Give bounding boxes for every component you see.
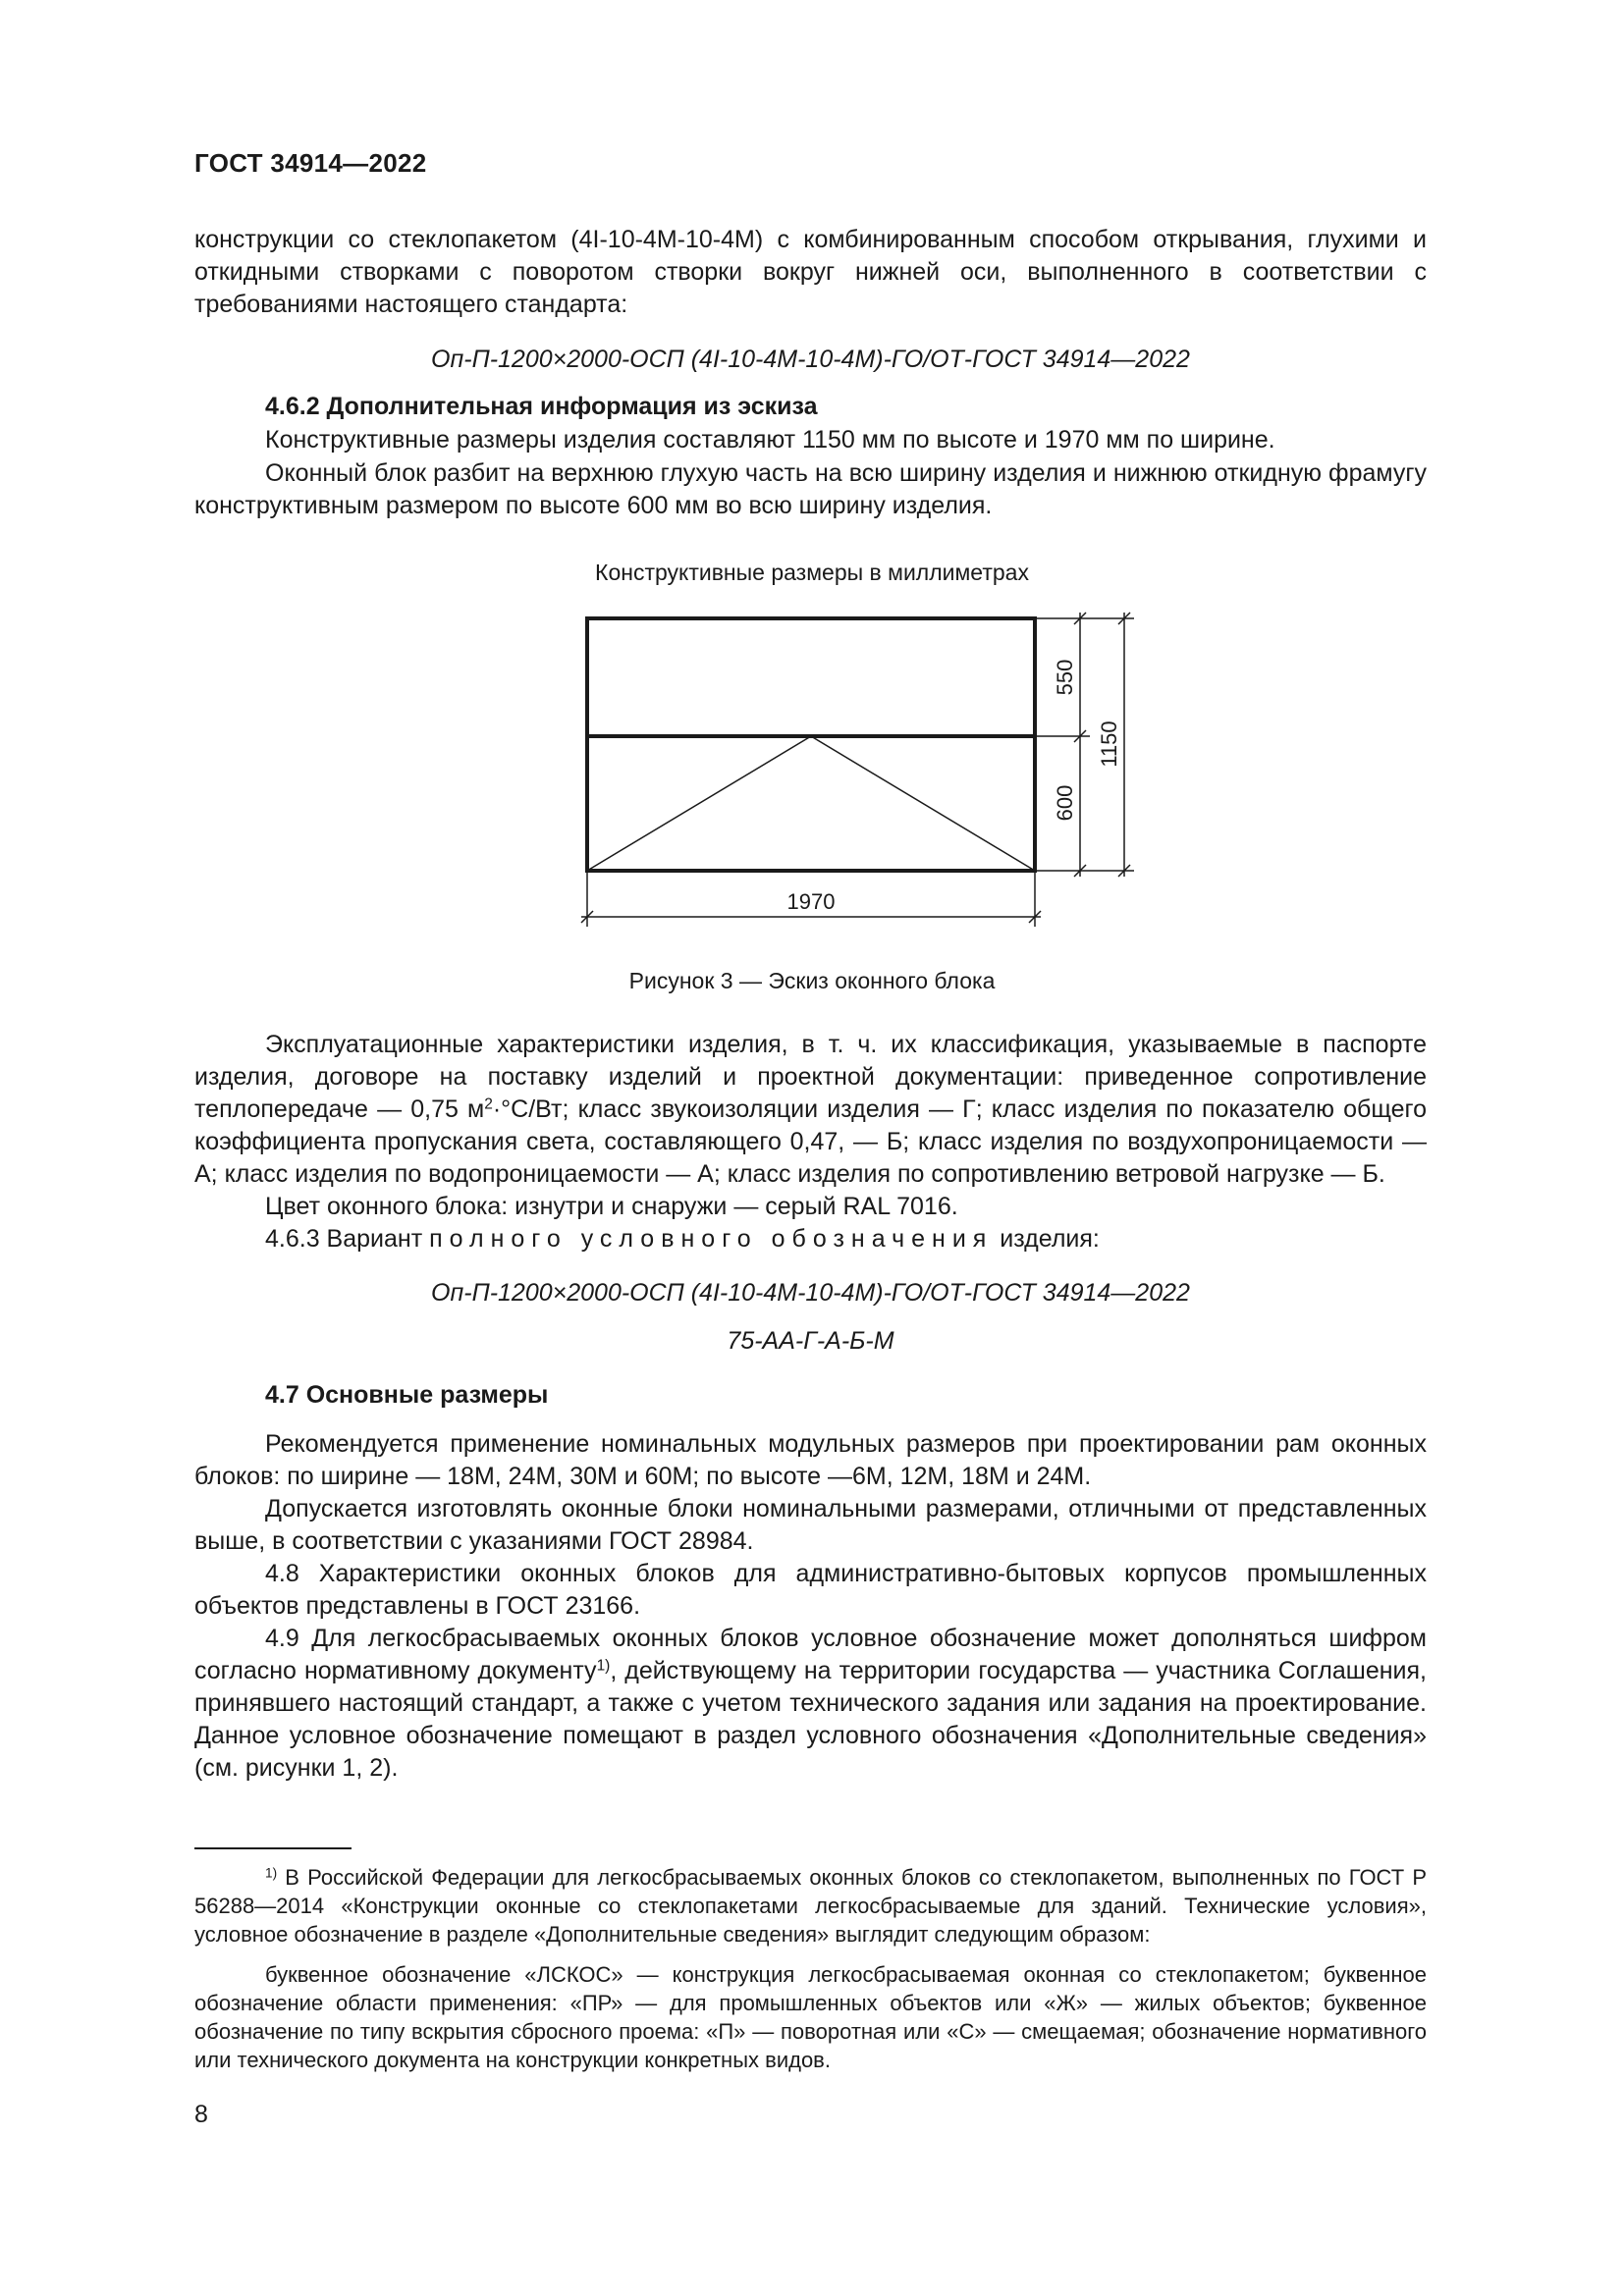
section-4-7-para-2: Допускается изготовлять оконные блоки номинальными размерами, отличными от представленных выше, в соответствии с указаниями ГОСТ 28984. <box>194 1495 1427 1555</box>
window-frame <box>587 618 1035 871</box>
section-4-6-3-line: 4.6.3 Вариант полного условного обозначения изделия: <box>265 1225 1100 1253</box>
page-header: ГОСТ 34914—2022 <box>194 148 427 178</box>
color-line: Цвет оконного блока: изнутри и снаружи — серый RAL 7016. <box>265 1193 958 1220</box>
designation-1: Оп-П-1200×2000-ОСП (4I-10-4M-10-4M)-ГО/ОТ-ГОСТ 34914—2022 <box>431 346 1190 373</box>
section-4-7-para-1: Рекомендуется применение номинальных модульных размеров при проектировании рам оконных блоков: по ширине — 18М, 24М, 30М и 60М; по высоте —6М, 12М, 18М и 24М. <box>194 1430 1427 1490</box>
figure-caption: Рисунок 3 — Эскиз оконного блока <box>628 968 996 993</box>
designation-2-line-1: Оп-П-1200×2000-ОСП (4I-10-4M-10-4M)-ГО/ОТ-ГОСТ 34914—2022 <box>431 1279 1190 1307</box>
dimension-1150: 1150 <box>1097 721 1121 768</box>
intro-paragraph: конструкции со стеклопакетом (4I-10-4M-10-4M) с комбинированным способом открывания, глухими и откидными створками с поворотом створки вокруг нижней оси, выполненного в соответствии с требованиями настоящего стандарта: <box>194 226 1427 318</box>
tilt-opening-line-right <box>811 736 1035 871</box>
section-4-9: 4.9 Для легкосбрасываемых оконных блоков условное обозначение может дополняться шифром согласно нормативному документу$^{1)}$, действующему на территории государства — участника Соглашения, принявшего настоящий стандарт, а также с учетом технического задания или задания на проектирование. Данное условное обозначение помещают в раздел условного обозначения «Дополнительные сведения» (см. рисунки 1, 2). <box>194 1625 1428 1782</box>
dimension-lines <box>581 613 1134 927</box>
designation-2-line-2: 75-АА-Г-А-Б-М <box>727 1327 894 1355</box>
section-4-6-2-para-1: Конструктивные размеры изделия составляют 1150 мм по высоте и 1970 мм по ширине. <box>265 426 1275 454</box>
section-4-6-2-heading: 4.6.2 Дополнительная информация из эскиза <box>265 393 818 420</box>
figure-units-note: Конструктивные размеры в миллиметрах <box>595 560 1029 585</box>
section-4-7-heading: 4.7 Основные размеры <box>265 1381 549 1409</box>
section-4-8: 4.8 Характеристики оконных блоков для административно-бытовых корпусов промышленных объектов представлены в ГОСТ 23166. <box>194 1560 1427 1620</box>
dimension-550: 550 <box>1053 659 1077 696</box>
tilt-opening-line-left <box>587 736 811 871</box>
properties-paragraph: Эксплуатационные характеристики изделия, в т. ч. их классификация, указываемые в паспорте изделия, договоре на поставку изделий и проектной документации: приведенное сопротивление теплопередаче — 0,75 $м^2\cdot^\circ С/Вт$; класс звукоизоляции изделия — Г; класс изделия по показателю общего коэффициента пропускания света, составляющего 0,47, — Б; класс изделия по воздухопроницаемости — А; класс изделия по водопроницаемости — А; класс изделия по сопротивлению ветровой нагрузке — Б. <box>194 1031 1427 1188</box>
dimension-600: 600 <box>1053 784 1077 822</box>
page-number: 8 <box>194 2101 208 2128</box>
section-4-6-2-para-2: Оконный блок разбит на верхнюю глухую часть на всю ширину изделия и нижнюю откидную фрамугу конструктивным размером по высоте 600 мм во всю ширину изделия. <box>194 459 1427 519</box>
footnote-divider <box>194 1847 352 1849</box>
footnote-para-1: $^{1)}$ В Российской Федерации для легкосбрасываемых оконных блоков со стеклопакетом, выполненных по ГОСТ Р 56288—2014 «Конструкции оконные со стеклопакетами легкосбрасываемые для зданий. Технические условия», условное обозначение в разделе «Дополнительные сведения» выглядит следующим образом: <box>194 1865 1427 1947</box>
dimension-1970: 1970 <box>786 889 836 914</box>
footnote-para-2: буквенное обозначение «ЛСКОС» — конструкция легкосбрасываемая оконная со стеклопакетом; буквенное обозначение области применения: «ПР» — для промышленных объектов или «Ж» — жилых объектов; буквенное обозначение по типу вскрытия сбросного проема: «П» — поворотная или «С» — смещаемая; обозначение нормативного или технического документа на конструкции конкретных видов. <box>194 1962 1427 2072</box>
